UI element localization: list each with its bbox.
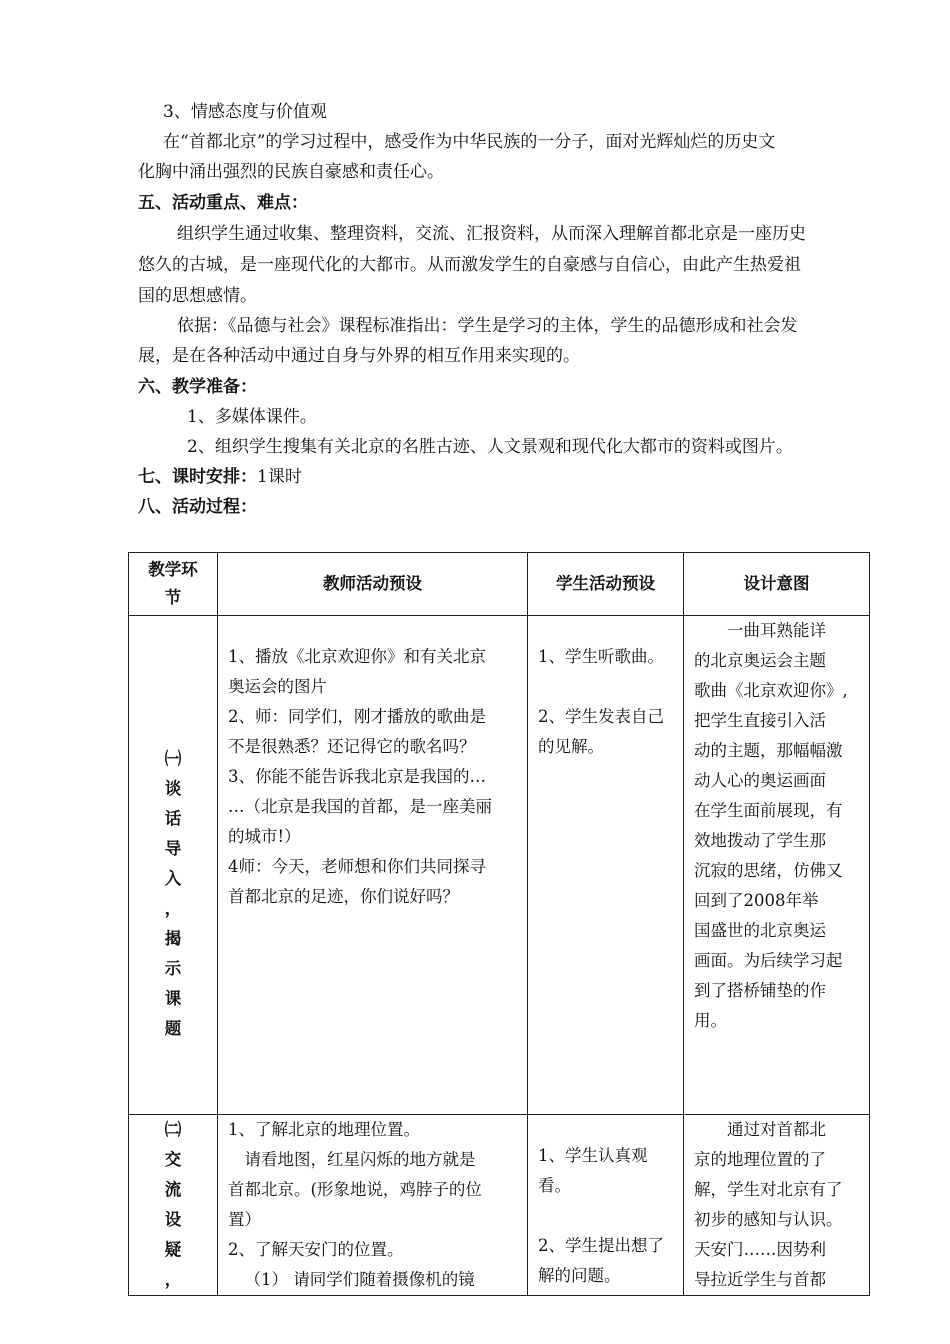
lesson-plan-table bbox=[128, 552, 870, 1296]
schedule-label: 七、课时安排： bbox=[138, 467, 257, 487]
section-heading-schedule bbox=[138, 462, 302, 492]
stage-cell: ㈠ 谈 话 导 入 ， 揭 示 课 题 bbox=[129, 616, 218, 1115]
paragraph-line: 展，是在各种活动中通过自身与外界的相互作用来实现的。 bbox=[138, 346, 580, 366]
list-item: 2、组织学生搜集有关北京的名胜古迹、人文景观和现代化大都市的资料或图片。 bbox=[187, 437, 793, 457]
paragraph-line: 组织学生通过收集、整理资料，交流、汇报资料，从而深入理解首都北京是一座历史 bbox=[177, 224, 806, 244]
header-design-intent: 设计意图 bbox=[684, 553, 870, 616]
schedule-value: 1课时 bbox=[257, 467, 302, 487]
paragraph-line: 在“首都北京”的学习过程中，感受作为中华民族的一分子，面对光辉灿烂的历史文 bbox=[163, 132, 776, 152]
paragraph-line: 依据：《品德与社会》课程标准指出：学生是学习的主体，学生的品德形成和社会发 bbox=[177, 316, 798, 336]
header-stage: 教学环 节 bbox=[129, 553, 218, 616]
design-intent-cell: 一曲耳熟能详 的北京奥运会主题 歌曲《北京欢迎你》, 把学生直接引入活 动的主题，那幅幅激 动人心的奥运画面 在学生面前展现，有 效地拨动了学生那 沉寂的思绪，仿佛又 回到了2008年举 国盛世的北京奥运 画面。为后续学习起 到了搭桥铺垫的作 用。 bbox=[684, 616, 870, 1115]
section-heading-preparation: 六、教学准备： bbox=[138, 377, 257, 397]
paragraph-line: 国的思想感情。 bbox=[138, 286, 257, 306]
table-row bbox=[129, 616, 870, 1115]
student-activity-cell: 1、学生听歌曲。 2、学生发表自己 的见解。 bbox=[528, 616, 684, 1115]
section-heading-process: 八、活动过程： bbox=[138, 497, 257, 517]
list-item: 1、多媒体课件。 bbox=[187, 407, 317, 427]
teacher-activity-cell: 1、播放《北京欢迎你》和有关北京 奥运会的图片 2、师：同学们，刚才播放的歌曲是 不是很熟悉？还记得它的歌名吗？ 3、你能不能告诉我北京是我国的… …（北京是我国的首都，是一座美丽 的城市!） 4师：今天，老师想和你们共同探寻 首都北京的足迹，你们说好吗？ bbox=[218, 616, 528, 1115]
table-row bbox=[129, 1115, 870, 1296]
teacher-activity-cell: 1、了解北京的地理位置。 请看地图，红星闪烁的地方就是 首都北京。(形象地说，鸡脖子的位 置） 2、了解天安门的位置。 （1） 请同学们随着摄像机的镜 bbox=[218, 1115, 528, 1296]
student-activity-cell: 1、学生认真观 看。 2、学生提出想了 解的问题。 bbox=[528, 1115, 684, 1296]
design-intent-cell: 通过对首都北 京的地理位置的了 解，学生对北京有了 初步的感知与认识。 天安门……因势利 导拉近学生与首都 bbox=[684, 1115, 870, 1296]
section-heading-focus: 五、活动重点、难点： bbox=[138, 193, 308, 213]
stage-cell: ㈡ 交 流 设 疑 ， bbox=[129, 1115, 218, 1296]
table-header-row bbox=[129, 553, 870, 616]
header-student-activity: 学生活动预设 bbox=[528, 553, 684, 616]
header-teacher-activity: 教师活动预设 bbox=[218, 553, 528, 616]
paragraph-line: 化胸中涌出强烈的民族自豪感和责任心。 bbox=[138, 162, 444, 182]
paragraph-line: 悠久的古城，是一座现代化的大都市。从而激发学生的自豪感与自信心，由此产生热爱祖 bbox=[138, 255, 801, 275]
section-subheading-attitude: 3、情感态度与价值观 bbox=[163, 102, 327, 122]
